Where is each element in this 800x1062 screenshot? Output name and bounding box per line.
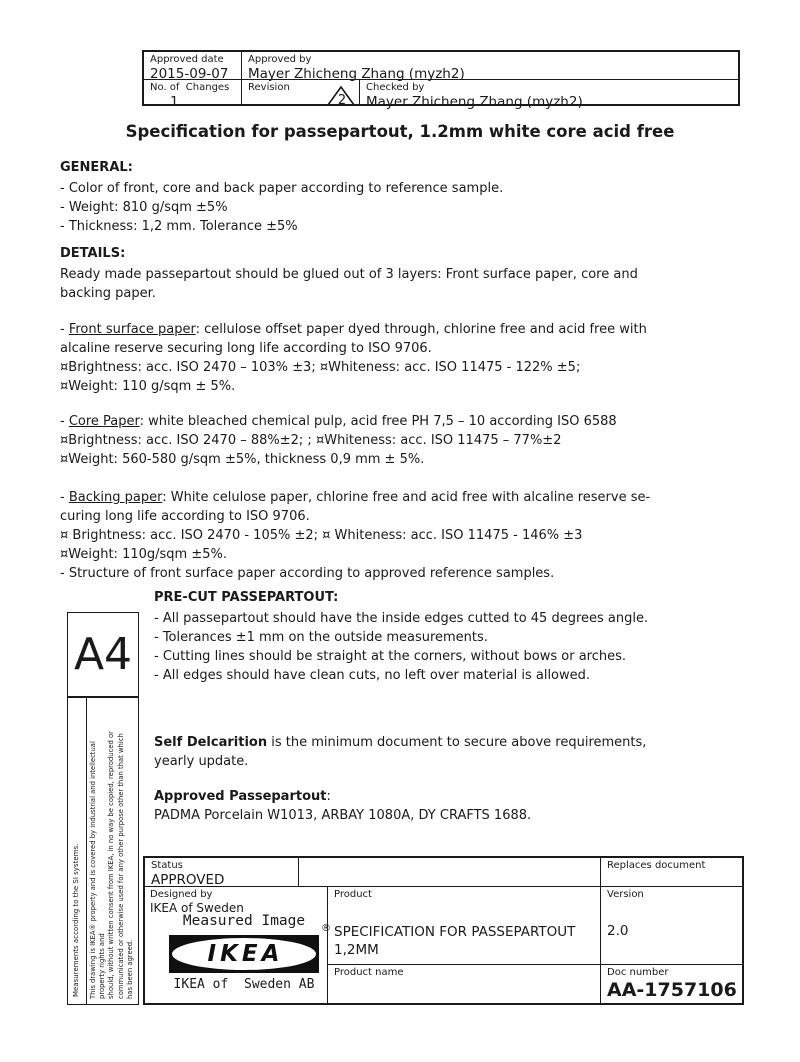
self-declaration-line1 [154, 733, 646, 752]
front-line: ¤Brightness: acc. ISO 2470 – 103% ±3; ¤Whiteness: acc. ISO 11475 - 122% ±5; [60, 360, 581, 375]
approved-passepartout-heading [154, 787, 531, 806]
no-of-changes-cell [144, 80, 242, 110]
product-label: Product [334, 889, 372, 900]
checked-by-cell [360, 80, 738, 110]
precut-list [154, 609, 648, 685]
precut-item: - Cutting lines should be straight at the corners, without bows or arches. [154, 649, 627, 664]
general-item: - Weight: 810 g/sqm ±5% [60, 200, 228, 215]
details-intro [60, 265, 638, 303]
version-cell [601, 887, 742, 965]
title-block-table [143, 856, 744, 1005]
approved-passepartout-value: PADMA Porcelain W1013, ARBAY 1080A, DY CRAFTS 1688. [154, 808, 532, 823]
core-label: Core Paper [68, 414, 140, 429]
revision-triangle-icon [326, 85, 356, 107]
paper-size-label: A4 [73, 629, 133, 680]
replaces-document-label: Replaces document [607, 860, 706, 871]
revision-cell [242, 80, 360, 106]
no-of-changes-value: 1 [170, 94, 179, 110]
precut-item: - Tolerances ±1 mm on the outside measurements. [154, 630, 488, 645]
status-cell [145, 858, 299, 887]
precut-item: - All edges should have clean cuts, no left over material is allowed. [154, 668, 591, 683]
revision-label: Revision [248, 82, 290, 93]
approved-by-label: Approved by [248, 54, 312, 65]
checked-by-label: Checked by [366, 82, 425, 93]
status-value: APPROVED [151, 872, 225, 888]
approved-passepartout-term: Approved Passepartout [154, 789, 327, 804]
property-note [85, 697, 139, 1005]
no-of-changes-label: No. of Changes [150, 82, 230, 93]
front-surface-paper-lead [60, 320, 647, 339]
doc-number-cell [601, 965, 742, 1003]
version-label: Version [607, 889, 644, 900]
general-item: - Thickness: 1,2 mm. Tolerance ±5% [60, 219, 298, 234]
approved-date-cell [144, 52, 242, 80]
product-value-line2: 1,2MM [334, 942, 379, 958]
core-lead-rest: : white bleached chemical pulp, acid free PH 7,5 – 10 according ISO 6588 [139, 414, 617, 429]
self-declaration-term: Self Delcarition [154, 735, 268, 750]
doc-number-value: AA-1757106 [607, 979, 737, 1001]
property-note-line: has been agreed. [125, 939, 134, 999]
front-lead-rest: : cellulose offset paper dyed through, chlorine free and acid free with [195, 322, 647, 337]
general-list [60, 179, 503, 236]
core-dash: - [60, 414, 69, 429]
front-lines [60, 339, 647, 396]
replaces-document-cell [601, 858, 742, 887]
ikea-logo-word: IKEA [207, 941, 284, 967]
core-lines [60, 431, 617, 469]
property-note-line: property rights and [98, 933, 107, 999]
checked-by-value: Mayer Zhicheng Zhang (myzh2) [366, 94, 583, 110]
empty-cell [299, 858, 601, 887]
backing-lead-rest: : White celulose paper, chlorine free and acid free with alcaline reserve se- [162, 490, 651, 505]
approved-passepartout [154, 787, 531, 825]
self-declaration-rest: is the minimum document to secure above requirements, [267, 735, 647, 750]
backing-line: ¤ Brightness: acc. ISO 2470 - 105% ±2; ¤ Whiteness: acc. ISO 11475 - 146% ±3 [60, 528, 583, 543]
self-declaration-line2: yearly update. [154, 754, 249, 769]
front-surface-paper-block [60, 320, 647, 396]
version-value: 2.0 [607, 923, 629, 939]
approved-date-value: 2015-09-07 [150, 66, 229, 82]
front-line: alcaline reserve securing long life according to ISO 9706. [60, 341, 432, 356]
property-note-line: communicated or otherwise used for any other purpose other than that which [116, 733, 125, 999]
designed-by-value: IKEA of Sweden [150, 901, 244, 915]
property-note-line: This drawing is IKEA® property and is covered by industrial and intellectual [89, 741, 97, 999]
front-label: Front surface paper [68, 322, 196, 337]
approved-by-cell [242, 52, 738, 80]
approved-date-label: Approved date [150, 54, 224, 65]
company-name: IKEA of Sweden AB [173, 977, 315, 992]
core-line: ¤Weight: 560-580 g/sqm ±5%, thickness 0,9 mm ± 5%. [60, 452, 425, 467]
approval-table [142, 50, 740, 110]
backing-label: Backing paper [68, 490, 163, 505]
product-name-cell [328, 965, 601, 1003]
front-dash: - [60, 322, 69, 337]
product-name-label: Product name [334, 967, 404, 978]
backing-line: curing long life according to ISO 9706. [60, 509, 310, 524]
revision-number: 2 [337, 93, 347, 107]
general-heading: GENERAL: [60, 160, 133, 175]
approved-passepartout-colon: : [326, 789, 331, 804]
backing-line: - Structure of front surface paper according to approved reference samples. [60, 566, 555, 581]
core-paper-lead [60, 412, 617, 431]
property-note-line: should, without written consent from IKEA, in no way be copied, reproduced or [107, 731, 116, 999]
precut-heading: PRE-CUT PASSEPARTOUT: [154, 590, 339, 605]
ikea-logo [169, 935, 319, 973]
designed-by-cell [145, 887, 331, 1003]
product-value-line1: SPECIFICATION FOR PASSEPARTOUT [334, 924, 576, 940]
general-item: - Color of front, core and back paper according to reference sample. [60, 181, 504, 196]
measurements-note: Measurements according to the SI systems. [72, 843, 80, 997]
backing-dash: - [60, 490, 69, 505]
backing-paper-lead [60, 488, 650, 507]
backing-line: ¤Weight: 110g/sqm ±5%. [60, 547, 227, 562]
core-line: ¤Brightness: acc. ISO 2470 – 88%±2; ; ¤Whiteness: acc. ISO 11475 – 77%±2 [60, 433, 562, 448]
backing-paper-block [60, 488, 650, 583]
status-label: Status [151, 860, 183, 871]
backing-lines [60, 507, 650, 583]
page-title: Specification for passepartout, 1.2mm white core acid free [125, 122, 675, 141]
registered-trademark-icon: ® [321, 923, 331, 934]
details-heading: DETAILS: [60, 246, 126, 261]
details-intro-line: Ready made passepartout should be glued out of 3 layers: Front surface paper, core and [60, 267, 638, 282]
precut-item: - All passepartout should have the inside edges cutted to 45 degrees angle. [154, 611, 649, 626]
designed-by-label: Designed by [150, 889, 213, 900]
details-intro-line: backing paper. [60, 286, 156, 301]
front-line: ¤Weight: 110 g/sqm ± 5%. [60, 379, 236, 394]
measured-image-stamp: Measured Image [182, 913, 306, 929]
doc-number-label: Doc number [607, 967, 669, 978]
self-declaration [154, 733, 646, 771]
core-paper-block [60, 412, 617, 469]
approved-by-value: Mayer Zhicheng Zhang (myzh2) [248, 66, 465, 82]
product-cell [328, 887, 601, 965]
paper-size-box [67, 612, 139, 697]
